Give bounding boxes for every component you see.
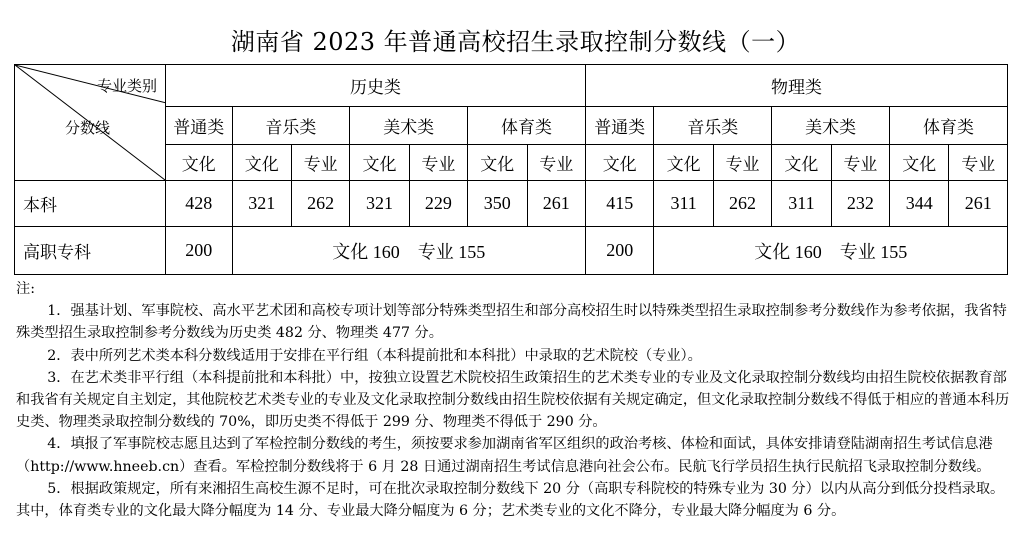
table-cell: 428: [166, 181, 232, 227]
table-cell: 261: [949, 181, 1008, 227]
corner-label-score: 分数线: [65, 119, 111, 137]
note-item: 5．根据政策规定，所有来湘招生高校生源不足时，可在批次录取控制分数线下 20 分（高职专科院校的特殊专业为 30 分）以内从高分到低分投档录取。其中，体育类专业的文化最大降分幅度为 14 分、专业最大降分幅度为 6 分；艺术类专业的文化不降分，专业最大降分幅度为 6 分。: [16, 480, 1005, 520]
sub-major: 专业: [949, 145, 1008, 181]
category-sports-physics: 体育类: [890, 107, 1008, 145]
row-label-gaozhi: 高职专科: [15, 227, 166, 275]
group-header-physics: 物理类: [585, 65, 1007, 107]
sub-major: 专业: [409, 145, 467, 181]
table-cell: 311: [654, 181, 713, 227]
notes-section: [16, 278, 1010, 522]
sub-culture: 文化: [890, 145, 949, 181]
table-cell: 344: [890, 181, 949, 227]
score-table: [14, 64, 1008, 275]
table-cell-merged: 文化 160 专业 155: [654, 227, 1008, 275]
table-cell: 262: [291, 181, 349, 227]
table-cell: 415: [585, 181, 653, 227]
sub-major: 专业: [831, 145, 889, 181]
notes-heading: 注:: [16, 281, 35, 297]
note-item: 2．表中所列艺术类本科分数线适用于安排在平行组（本科提前批和本科批）中录取的艺术院校（专业）。: [47, 347, 702, 364]
group-header-history: 历史类: [166, 65, 586, 107]
corner-header-cell: [15, 65, 166, 181]
sub-culture: 文化: [772, 145, 831, 181]
table-cell: 200: [166, 227, 232, 275]
note-item: 1．强基计划、军事院校、高水平艺术团和高校专项计划等部分特殊类型招生和部分高校招生时以特殊类型招生录取控制参考分数线作为参考依据，我省特殊类型招生录取控制参考分数线为历史类 482 分、物理类 477 分。: [16, 303, 1007, 342]
table-cell: 350: [468, 181, 527, 227]
category-music-physics: 音乐类: [654, 107, 772, 145]
category-music-history: 音乐类: [232, 107, 350, 145]
category-art-physics: 美术类: [772, 107, 890, 145]
corner-label-category: 专业类别: [97, 77, 158, 95]
table-cell: 261: [527, 181, 585, 227]
sub-major: 专业: [291, 145, 349, 181]
sub-culture: 文化: [350, 145, 409, 181]
sub-culture: 文化: [232, 145, 291, 181]
sub-major: 专业: [713, 145, 771, 181]
sub-major: 专业: [527, 145, 585, 181]
table-cell: 262: [713, 181, 771, 227]
category-sports-history: 体育类: [468, 107, 586, 145]
sub-culture: 文化: [468, 145, 527, 181]
sub-culture: 文化: [654, 145, 713, 181]
table-cell: 200: [585, 227, 653, 275]
sub-culture: 文化: [585, 145, 653, 181]
row-label-benke: 本科: [15, 181, 166, 227]
category-general-physics: 普通类: [585, 107, 653, 145]
table-cell: 311: [772, 181, 831, 227]
table-cell-merged: 文化 160 专业 155: [232, 227, 585, 275]
category-art-history: 美术类: [350, 107, 468, 145]
document-title: 湖南省 2023 年普通高校招生录取控制分数线（一）: [230, 28, 801, 56]
category-general-history: 普通类: [166, 107, 232, 145]
table-cell: 321: [232, 181, 291, 227]
note-item: 3．在艺术类非平行组（本科提前批和本科批）中，按独立设置艺术院校招生政策招生的艺术类专业的专业及文化录取控制分数线均由招生院校依据教育部和我省有关规定自主划定，其他院校艺术类专业的专业及文化录取控制分数线由招生院校依据有关规定确定，但文化录取控制分数线不得低于相应的普通本科历史类、物理类录取控制分数线的 70%，即历史类不得低于 299 分、物理类不得低于 290 分。: [16, 369, 1010, 431]
table-cell: 232: [831, 181, 889, 227]
table-cell: 229: [409, 181, 467, 227]
note-item: 4．填报了军事院校志愿且达到了军检控制分数线的考生，须按要求参加湖南省军区组织的政治考核、体检和面试，具体安排请登陆湖南招生考试信息港（http://www.hneeb.cn）查看。军检控制分数线将于 6 月 28 日通过湖南招生考试信息港向社会公布。民航飞行学员招生执行民航招飞录取控制分数线。: [16, 436, 993, 475]
sub-culture: 文化: [166, 145, 232, 181]
table-cell: 321: [350, 181, 409, 227]
